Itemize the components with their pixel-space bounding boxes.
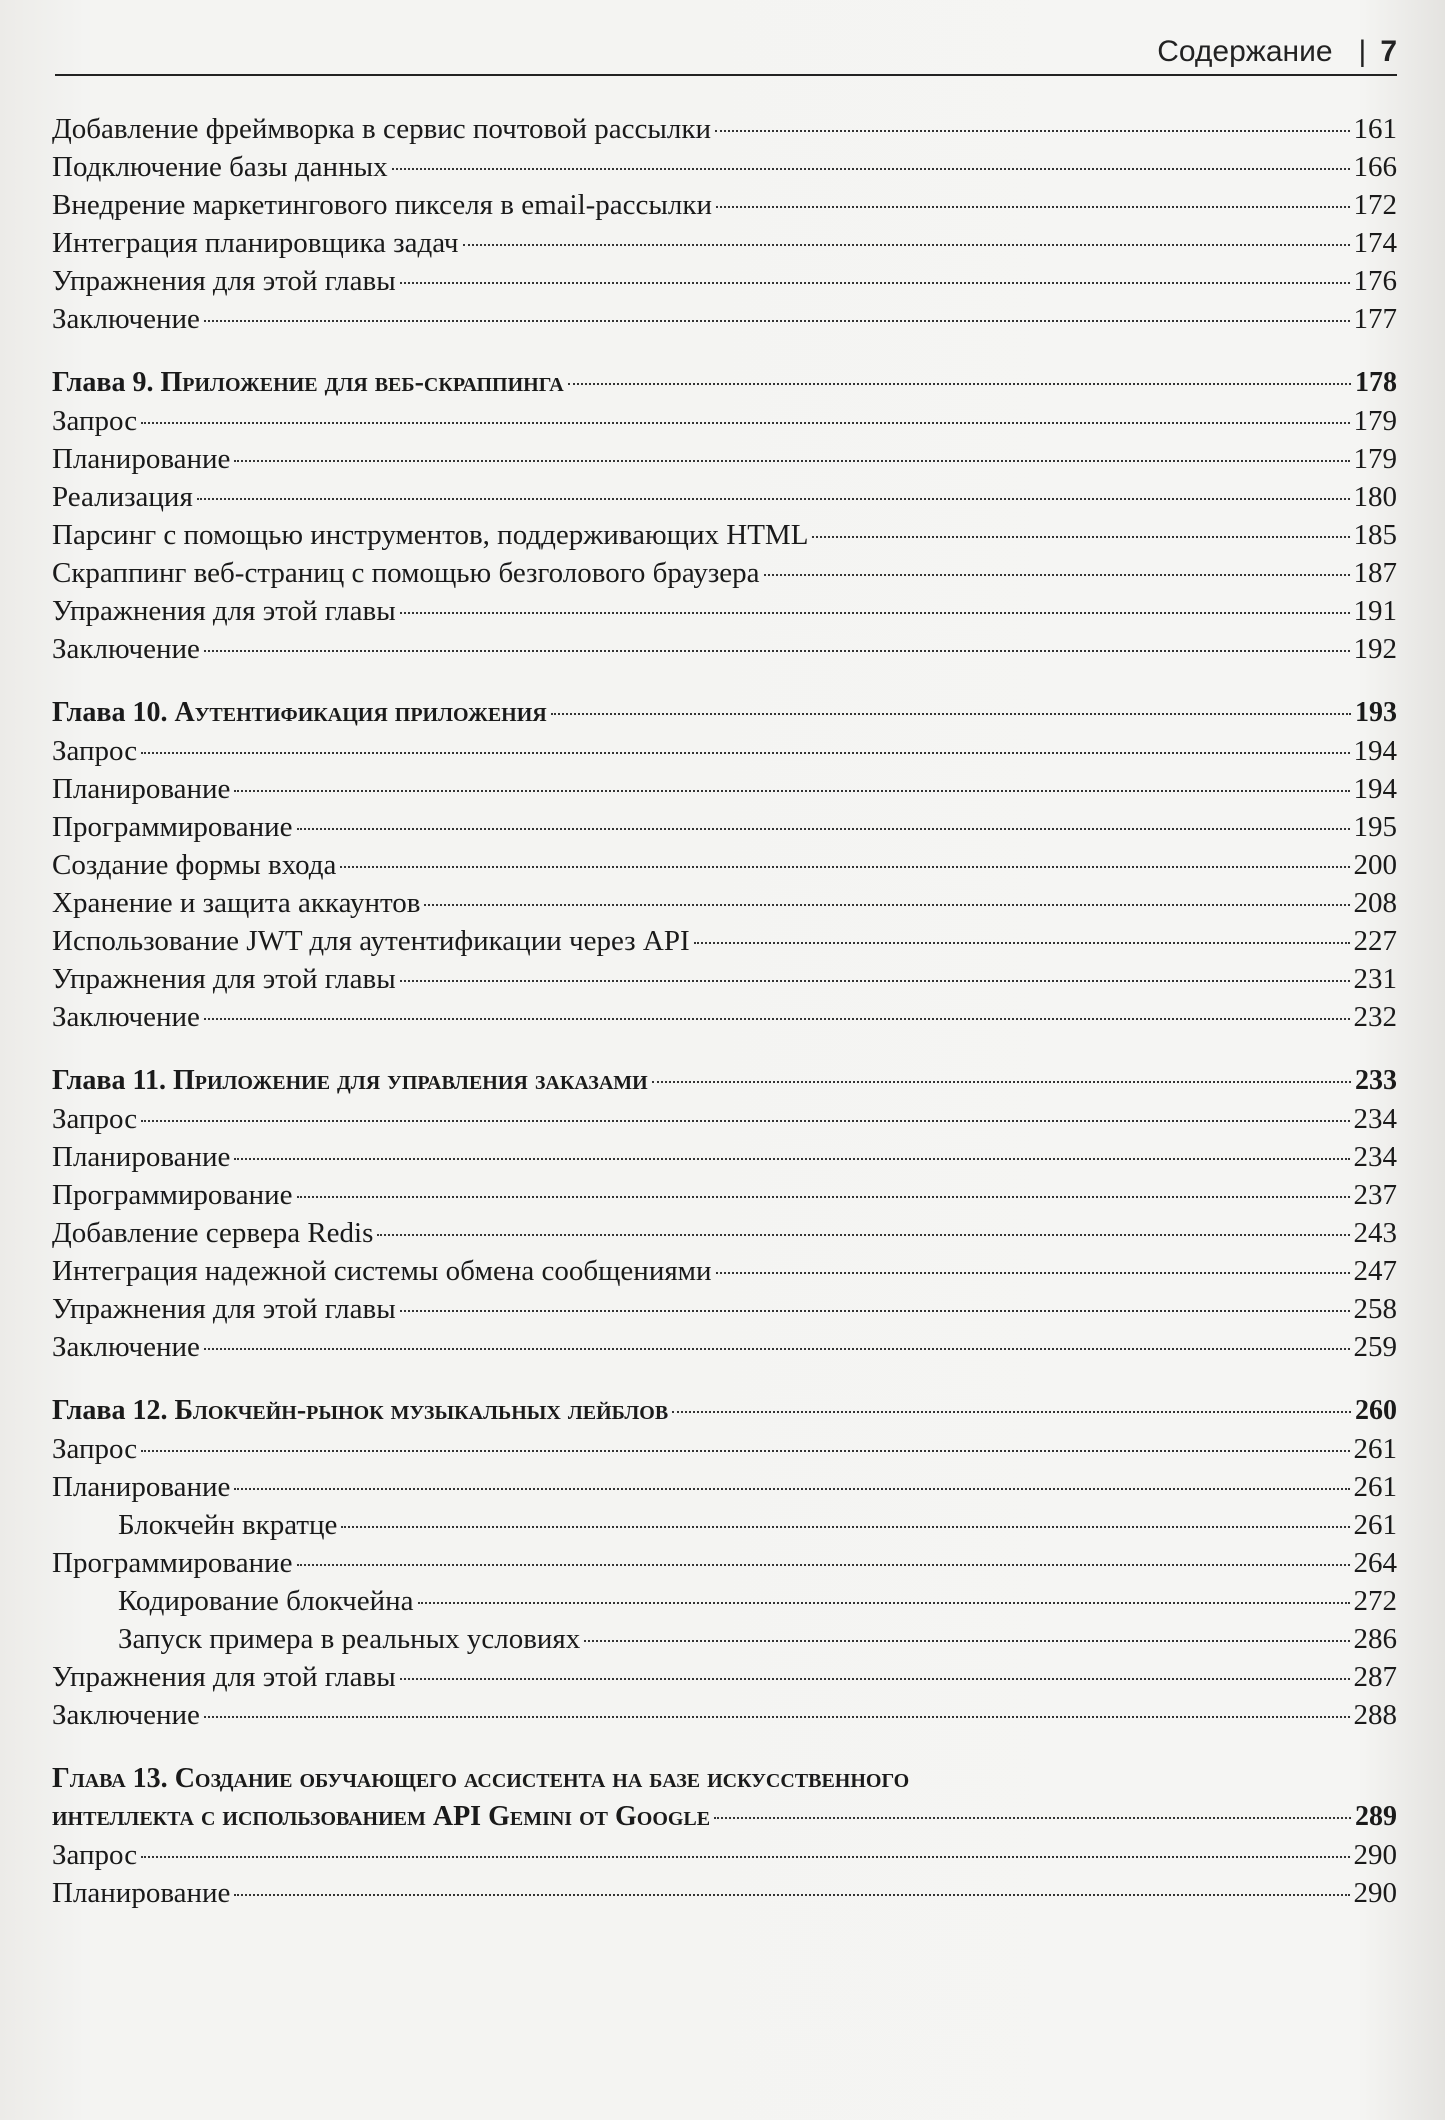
toc-entry[interactable]: Запрос 261 — [52, 1433, 1397, 1465]
chapter-heading[interactable]: Глава 11. Приложение для управления заказами 233 — [52, 1065, 1397, 1096]
table-of-contents — [52, 110, 1397, 1912]
toc-subentry[interactable]: Блокчейн вкратце 261 — [118, 1509, 1397, 1541]
header-separator: | — [1358, 35, 1367, 68]
toc-entry[interactable]: Планирование 234 — [52, 1141, 1397, 1173]
toc-entry[interactable]: Упражнения для этой главы 287 — [52, 1661, 1397, 1693]
toc-entry[interactable]: Внедрение маркетингового пикселя в email-рассылки 172 — [52, 189, 1397, 221]
toc-entry[interactable]: Запрос 194 — [52, 735, 1397, 767]
toc-entry[interactable]: Заключение 259 — [52, 1331, 1397, 1363]
chapter-heading[interactable]: Глава 13. Создание обучающего ассистента на базе искусственного интеллекта с использованием API Gemini от Google 289 — [52, 1763, 1397, 1832]
toc-entry[interactable]: Упражнения для этой главы 231 — [52, 963, 1397, 995]
toc-entry[interactable]: Заключение 288 — [52, 1699, 1397, 1731]
toc-entry[interactable]: Добавление фреймворка в сервис почтовой рассылки 161 — [52, 113, 1397, 145]
toc-entry[interactable]: Скраппинг веб-страниц с помощью безголового браузера 187 — [52, 557, 1397, 589]
toc-entry[interactable]: Заключение 177 — [52, 303, 1397, 335]
section-title: Содержание — [1157, 35, 1333, 68]
toc-entry[interactable]: Использование JWT для аутентификации через API 227 — [52, 925, 1397, 957]
toc-entry[interactable]: Запрос 179 — [52, 405, 1397, 437]
toc-entry[interactable]: Реализация 180 — [52, 481, 1397, 513]
page-number: 7 — [1380, 35, 1397, 68]
chapter-heading[interactable]: Глава 12. Блокчейн-рынок музыкальных лейблов 260 — [52, 1395, 1397, 1426]
toc-entry[interactable]: Программирование 237 — [52, 1179, 1397, 1211]
toc-entry[interactable]: Добавление сервера Redis 243 — [52, 1217, 1397, 1249]
toc-entry[interactable]: Заключение 232 — [52, 1001, 1397, 1033]
toc-entry[interactable]: Парсинг с помощью инструментов, поддерживающих HTML 185 — [52, 519, 1397, 551]
toc-entry[interactable]: Программирование 264 — [52, 1547, 1397, 1579]
chapter-heading[interactable]: Глава 10. Аутентификация приложения 193 — [52, 697, 1397, 728]
toc-entry[interactable]: Заключение 192 — [52, 633, 1397, 665]
toc-entry[interactable]: Интеграция надежной системы обмена сообщениями 247 — [52, 1255, 1397, 1287]
toc-subentry[interactable]: Кодирование блокчейна 272 — [118, 1585, 1397, 1617]
toc-subentry[interactable]: Запуск примера в реальных условиях 286 — [118, 1623, 1397, 1655]
toc-entry[interactable]: Запрос 234 — [52, 1103, 1397, 1135]
toc-entry[interactable]: Программирование 195 — [52, 811, 1397, 843]
chapter-heading[interactable]: Глава 9. Приложение для веб-скраппинга 178 — [52, 367, 1397, 398]
toc-entry[interactable]: Планирование 261 — [52, 1471, 1397, 1503]
toc-entry[interactable]: Хранение и защита аккаунтов 208 — [52, 887, 1397, 919]
toc-entry[interactable]: Упражнения для этой главы 191 — [52, 595, 1397, 627]
page-header — [55, 30, 1397, 76]
toc-entry[interactable]: Запрос 290 — [52, 1839, 1397, 1871]
toc-entry[interactable]: Упражнения для этой главы 258 — [52, 1293, 1397, 1325]
toc-entry[interactable]: Интеграция планировщика задач 174 — [52, 227, 1397, 259]
toc-entry[interactable]: Упражнения для этой главы 176 — [52, 265, 1397, 297]
toc-entry[interactable]: Планирование 290 — [52, 1877, 1397, 1909]
toc-entry[interactable]: Планирование 194 — [52, 773, 1397, 805]
toc-entry[interactable]: Подключение базы данных 166 — [52, 151, 1397, 183]
toc-entry[interactable]: Создание формы входа 200 — [52, 849, 1397, 881]
toc-entry[interactable]: Планирование 179 — [52, 443, 1397, 475]
